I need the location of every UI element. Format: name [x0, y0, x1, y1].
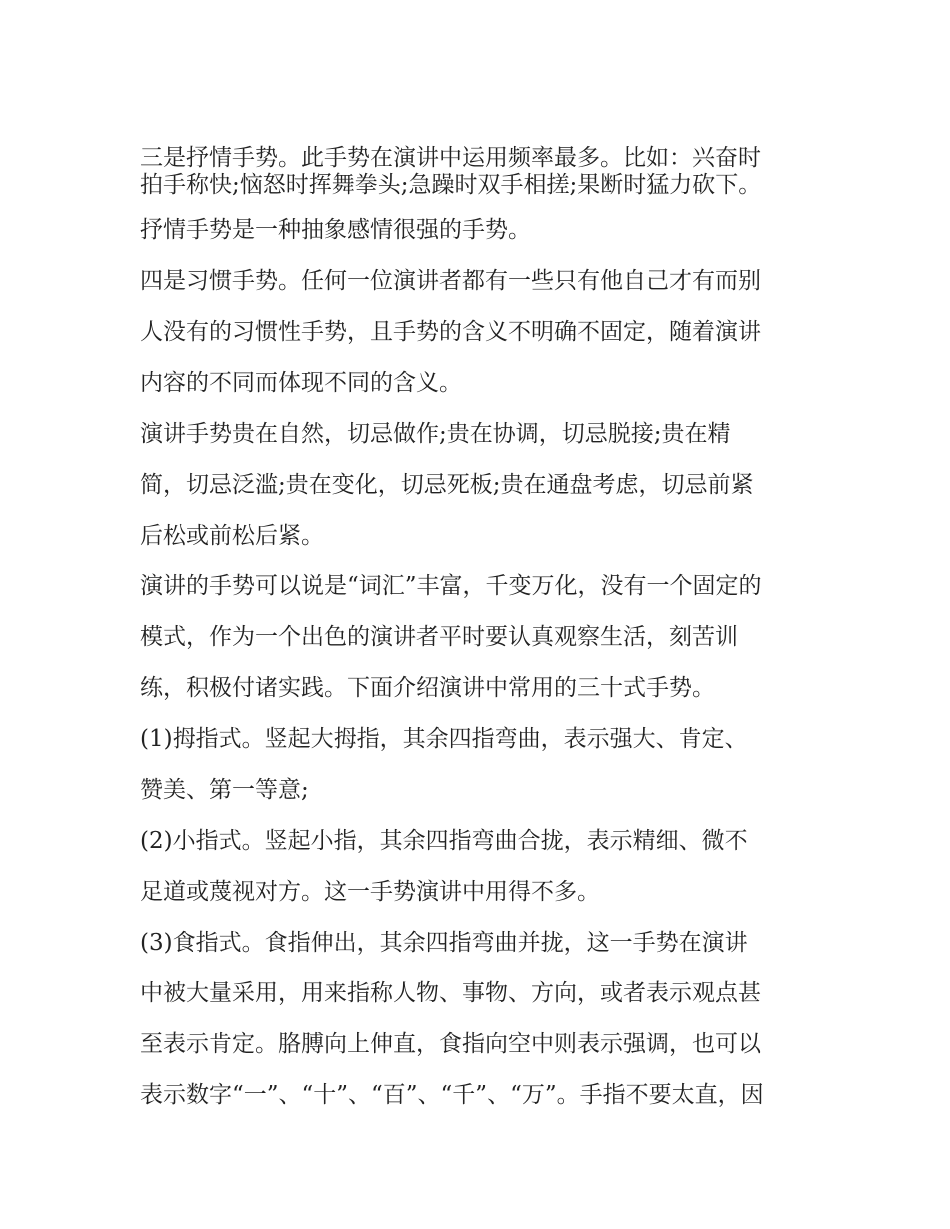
text-line: (3)食指式。食指伸出，其余四指弯曲并拢，这一手势在演讲: [140, 930, 748, 956]
text-line: 模式，作为一个出色的演讲者平时要认真观察生活，刻苦训: [140, 624, 738, 650]
text-line: 练，积极付诸实践。下面介绍演讲中常用的三十式手势。: [140, 675, 715, 701]
text-line: 后松或前松后紧。: [140, 523, 324, 549]
text-line: 足道或蔑视对方。这一手势演讲中用得不多。: [140, 879, 600, 905]
text-line: 拍手称快;恼怒时挥舞拳头;急躁时双手相搓;果断时猛力砍下。: [140, 172, 762, 198]
text-line: 四是习惯手势。任何一位演讲者都有一些只有他自己才有而别: [140, 268, 761, 294]
text-line: (1)拇指式。竖起大拇指，其余四指弯曲，表示强大、肯定、: [140, 726, 748, 752]
text-line: 中被大量采用，用来指称人物、事物、方向，或者表示观点甚: [140, 980, 761, 1006]
text-line: 内容的不同而体现不同的含义。: [140, 370, 462, 396]
text-line: 表示数字“一”、“十”、“百”、“千”、“万”。手指不要太直，因: [140, 1082, 764, 1108]
text-line: 人没有的习惯性手势，且手势的含义不明确不固定，随着演讲: [140, 319, 761, 345]
text-line: 演讲手势贵在自然，切忌做作;贵在协调，切忌脱接;贵在精: [140, 421, 731, 447]
text-line: 至表示肯定。胳膊向上伸直，食指向空中则表示强调，也可以: [140, 1031, 761, 1057]
text-line: 简，切忌泛滥;贵在变化，切忌死板;贵在通盘考虑，切忌前紧: [140, 472, 754, 498]
text-line: 赞美、第一等意;: [140, 777, 309, 803]
text-line: 三是抒情手势。此手势在演讲中运用频率最多。比如：兴奋时: [140, 145, 761, 171]
text-line: (2)小指式。竖起小指，其余四指弯曲合拢，表示精细、微不: [140, 828, 748, 854]
text-line: 抒情手势是一种抽象感情很强的手势。: [140, 217, 531, 243]
text-line: 演讲的手势可以说是“词汇”丰富，千变万化，没有一个固定的: [140, 573, 762, 599]
